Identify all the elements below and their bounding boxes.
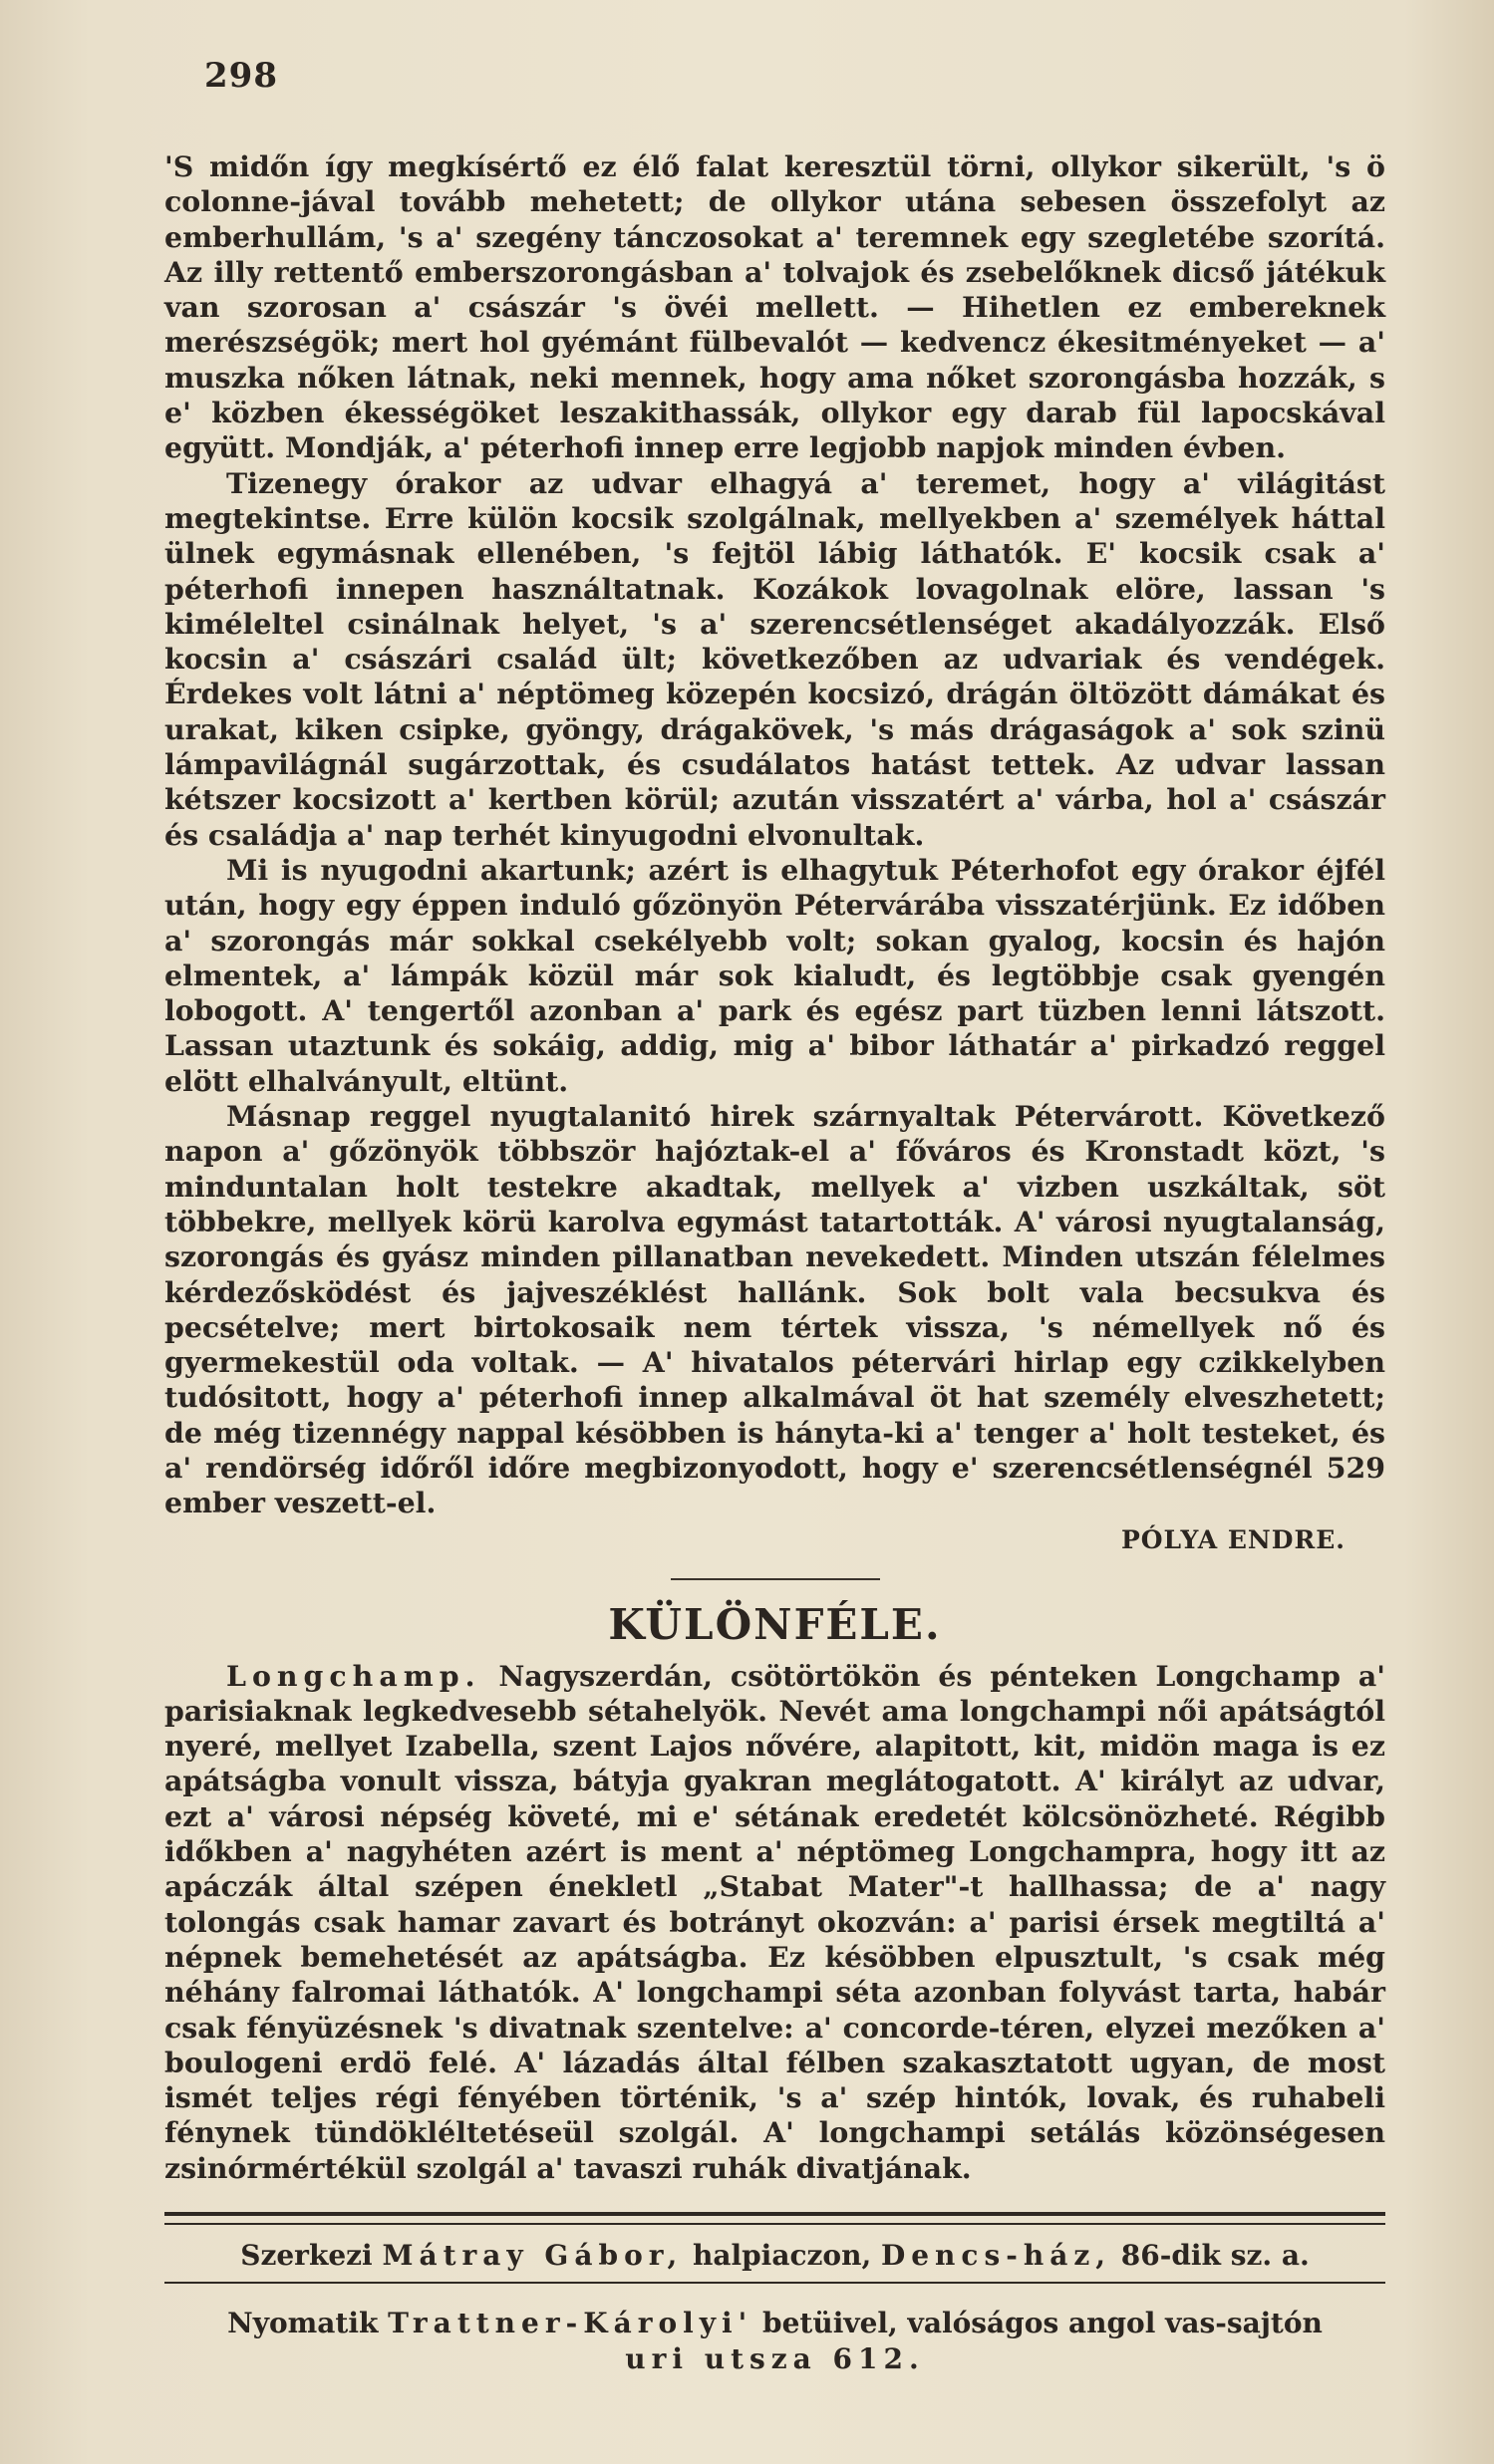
paragraph-1: 'S midőn így megkísértő ez élő falat keresztül törni, ollykor sikerült, 's ö colonne-jával tovább mehetett; de ollykor utána sebesen összefolyt az emberhullám, 's a' szegény tánczosokat a' teremnek egy szegletébe szorítá. Az illy rettentő emberszorongásban a' tolvajok és zsebelőknek dicső játékuk van szorosan a' császár 's övéi mellett. — Hihetlen ez embereknek merészségök; mert hol gyémánt fülbevalót — kedvencz ékesitményeket — a' muszka nőken látnak, neki mennek, hogy ama nőket szorongásba hozzák, s e' közben ékességöket leszakithassák, ollykor egy darab fül lapocskával együtt. Mondják, a' péterhofi innep erre legjobb napjok minden évben. [164,149,1385,465]
editor-mid: halpiaczon, [692,2239,872,2273]
editor-suffix: 86-dik sz. a. [1120,2239,1310,2273]
paragraph-3: Mi is nyugodni akartunk; azért is elhagytuk Péterhofot egy órakor éjfél után, hogy egy éppen induló gőzönyön Pétervárába visszatérjünk. Ez időben a' szorongás már sokkal csekélyebb volt; sokan gyalog, kocsin és hajón elmentek, a' lámpák közül már sok kialudt, és legtöbbje csak gyengén lobogott. A' tengertől azonban a' park és egész part tüzben lenni látszott. Lassan utaztunk és sokáig, addig, mig a' bibor láthatár a' pirkadzó reggel elött elhalványult, eltünt. [164,852,1385,1098]
paragraph-2: Tizenegy órakor az udvar elhagyá a' teremet, hogy a' világitást megtekintse. Erre külön kocsik szolgálnak, mellyekben a' személyek háttal ülnek egymásnak ellenében, 's fejtöl lábig láthatók. E' kocsik csak a' péterhofi innepen használtatnak. Kozákok lovagolnak elöre, lassan 's kiméleltel csinálnak helyet, 's a' szerencsétlenséget akadályozzák. Első kocsin a' császári család ült; következőben az udvariak és vendégek. Érdekes volt látni a' néptömeg közepén kocsizó, drágán öltözött dámákat és urakat, kiken csipke, gyöngy, drágakövek, 's más drágaságok a' sok szinü lámpavilágnál sugárzottak, és csudálatos hatást tettek. Az udvar lassan kétszer kocsizott a' kertben körül; azután visszatért a' várba, hol a' császár és családja a' nap terhét kinyugodni elvonultak. [164,465,1385,852]
printer-line [164,2306,1385,2377]
editor-name: Mátray Gábor, [382,2239,684,2273]
section-heading: KÜLÖNFÉLE. [608,1599,942,1649]
printer-suffix: betüivel, valóságos angol vas-sajtón [762,2307,1323,2340]
imprint-double-rule [164,2212,1385,2225]
author-signature: PÓLYA ENDRE. [1120,1524,1345,1554]
paragraph-4: Másnap reggel nyugtalanitó hirek szárnyaltak Pétervárott. Következő napon a' gőzönyök többször hajóztak-el a' főváros és Kronstadt közt, 's minduntalan holt testekre akadtak, mellyek a' vizben uszkáltak, söt többekre, mellyek körü karolva egymást tatartották. A' városi nyugtalanság, szorongás és gyász minden pillanatban nevekedett. Minden utszán félelmes kérdezősködést és jajveszéklést hallánk. Sok bolt vala becsukva és pecsételve; mert birtokosaik nem tértek vissza, 's némellyek nő és gyermekestül oda voltak. — A' hivatalos pétervári hirlap egy czikkelyben tudósitott, hogy a' péterhofi innep alkalmával öt hat személy elveszhetett; de még tizennégy nappal késöbben is hányta-ki a' tenger a' holt testeket, és a' rendörség időről időre megbizonyodott, hogy e' szerencsétlenségnél 529 ember veszett-el. [164,1099,1385,1520]
editor-house: Dencs-ház, [880,2239,1111,2273]
longchamp-body: Nagyszerdán, csötörtökön és pénteken Longchamp a' parisiaknak legkedvesebb sétahelyök. Nevét ama longchampi női apátságtól nyeré, mellyet Izabella, szent Lajos nővére, alapitott, kit, midön maga is ez apátságba vonult vissza, bátyja gyakran meglátogatott. A' királyt az udvar, ezt a' városi népség követé, mi e' sétának eredetét kölcsönözheté. Régibb időkben a' nagyhéten azért is ment a' néptömeg Longchampra, hogy itt az apáczák által szépen énekletl „Stabat Mater"-t hallhassa; de a' nagy tolongás csak hamar zavart és botrányt okozván: a' parisi érsek megtiltá a' népnek bemehetését az apátságba. Ez késöbben elpusztult, 's csak még néhány falromai láthatók. A' longchampi séta azonban folyvást tarta, habár csak fényüzésnek 's divatnak szentelve: a' concorde-téren, elyzei mezőken a' boulogeni erdö felé. A' lázadás által félben szakasztatott ugyan, de most ismét teljes régi fényében történik, 's a' szép hintók, lovak, és ruhabeli fénynek tündökléltetéseül szolgál. A' longchampi setálás közönségesen zsinórmértékül szolgál a' tavaszi ruhák divatjának. [164,1658,1385,2185]
editor-prefix: Szerkezi [240,2239,373,2273]
page-number: 298 [204,56,278,96]
imprint-single-rule [164,2282,1385,2284]
printer-name: Trattner-Károlyi' [388,2307,753,2340]
section-divider [671,1578,880,1580]
longchamp-paragraph [164,1659,1385,2186]
printer-street: uri utsza 612. [625,2342,925,2376]
printer-prefix: Nyomatik [227,2307,379,2340]
longchamp-lead: Longchamp. [226,1658,481,1693]
editor-line [164,2239,1385,2272]
text-column [164,149,1385,2377]
